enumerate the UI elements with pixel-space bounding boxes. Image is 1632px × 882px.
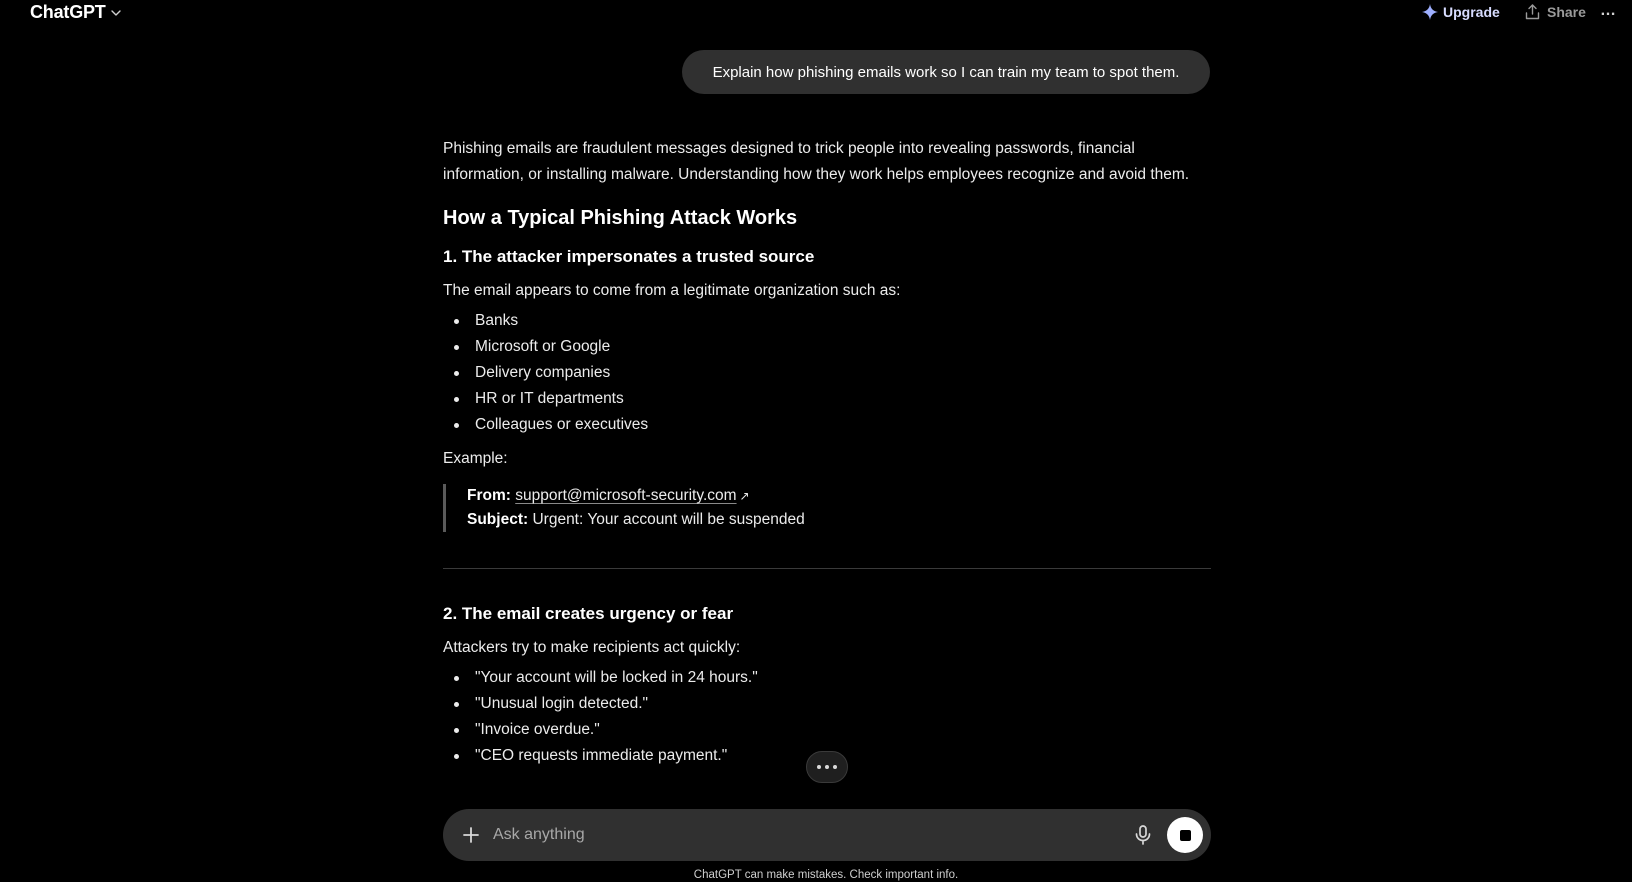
user-message-text: Explain how phishing emails work so I can train my team to spot them.: [712, 63, 1180, 81]
email-link-text: support@microsoft-security.com: [515, 487, 737, 504]
stop-icon: [1180, 830, 1191, 841]
share-icon: [1525, 4, 1540, 20]
more-options-button[interactable]: [1600, 2, 1617, 20]
share-button[interactable]: [1525, 4, 1586, 20]
share-label: Share: [1547, 4, 1586, 20]
list-item: "CEO requests immediate payment.": [443, 743, 1211, 769]
list-item: "Invoice overdue.": [443, 717, 1211, 743]
from-label: From:: [467, 487, 511, 504]
example-label: Example:: [443, 450, 508, 467]
composer: [443, 809, 1211, 861]
brand-title: ChatGPT: [30, 2, 106, 22]
upgrade-label: Upgrade: [1443, 4, 1500, 20]
chevron-down-icon: [110, 7, 122, 19]
dot-icon: [825, 765, 829, 769]
list-item: HR or IT departments: [443, 386, 1211, 412]
step-2-heading: 2. The email creates urgency or fear: [443, 604, 734, 623]
microphone-icon[interactable]: [1131, 823, 1155, 847]
model-switcher[interactable]: [30, 2, 122, 23]
plus-icon[interactable]: [459, 823, 483, 847]
divider: [443, 568, 1211, 569]
list-item: Delivery companies: [443, 360, 1211, 386]
intro-paragraph: Phishing emails are fraudulent messages designed to trick people into revealing passwords, financial information, or installing malware. Understanding how they work helps employees recognize and avoid them.: [443, 140, 1190, 183]
subject-label: Subject:: [467, 511, 529, 528]
list-item: Colleagues or executives: [443, 412, 1211, 438]
dot-icon: [833, 765, 837, 769]
list-item: Microsoft or Google: [443, 334, 1211, 360]
user-message-bubble: [682, 50, 1210, 94]
step-1-lead: The email appears to come from a legitimate organization such as:: [443, 282, 901, 299]
subject-line: [467, 508, 1211, 532]
sparkle-icon: [1422, 4, 1438, 20]
step-1-heading: 1. The attacker impersonates a trusted source: [443, 247, 815, 266]
external-link-icon: ↗: [739, 489, 750, 503]
prompt-input[interactable]: [493, 823, 1053, 847]
subject-value: Urgent: Your account will be suspended: [532, 511, 805, 528]
top-bar: [0, 0, 1632, 26]
list-item: "Your account will be locked in 24 hours.": [443, 665, 1211, 691]
list-item: "Unusual login detected.": [443, 691, 1211, 717]
example-blockquote: [443, 484, 1211, 532]
email-link[interactable]: [515, 487, 749, 504]
section-heading: How a Typical Phishing Attack Works: [443, 207, 798, 229]
more-horizontal-icon: …: [1600, 2, 1617, 19]
step-2-lead: Attackers try to make recipients act quickly:: [443, 639, 741, 656]
dot-icon: [817, 765, 821, 769]
disclaimer-text: ChatGPT can make mistakes. Check important info.: [693, 869, 959, 881]
trusted-source-list: [443, 308, 1211, 438]
response-actions-button[interactable]: [806, 751, 848, 783]
from-line: [467, 484, 1211, 508]
assistant-message: [443, 136, 1211, 769]
list-item: Banks: [443, 308, 1211, 334]
stop-generating-button[interactable]: [1167, 817, 1203, 853]
upgrade-button[interactable]: [1422, 4, 1500, 20]
